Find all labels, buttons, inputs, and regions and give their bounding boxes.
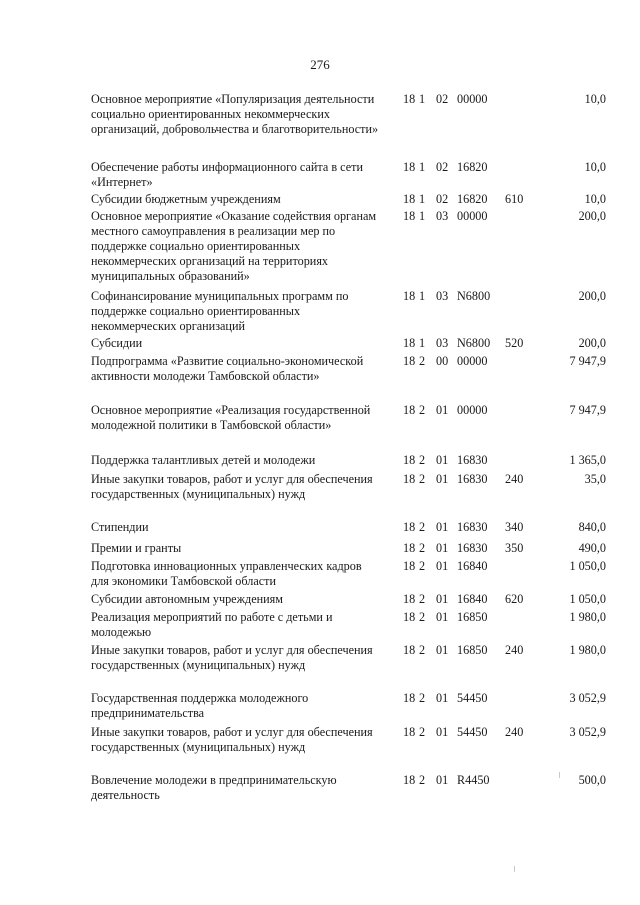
row-description: Стипендии: [91, 520, 149, 534]
row-description: Основное мероприятие «Оказание содействия органам местного самоуправления в реализации мер по поддержке социально ориентированных некоммерческих организаций на территориях муниципальных образований»: [91, 209, 377, 283]
code-program: 2: [419, 691, 426, 705]
scan-speck: [559, 772, 560, 778]
table-row: [0, 472, 640, 520]
table-row: [0, 559, 640, 592]
table-row: [0, 610, 640, 643]
code-activity: 01: [436, 520, 449, 534]
table-row: [0, 725, 640, 773]
code-direction: 16830: [457, 541, 488, 555]
code-expense-type: 620: [505, 592, 524, 606]
table-row: [0, 453, 640, 472]
row-description: Подготовка инновационных управленческих кадров для экономики Тамбовской области: [91, 559, 362, 588]
code-ministry: 18: [403, 209, 416, 223]
code-program: 2: [419, 773, 426, 787]
code-program: 1: [419, 160, 426, 174]
code-activity: 01: [436, 610, 449, 624]
row-description: Поддержка талантливых детей и молодежи: [91, 453, 316, 467]
row-amount: 3 052,9: [569, 725, 606, 739]
code-ministry: 18: [403, 403, 416, 417]
row-amount: 1 365,0: [569, 453, 606, 467]
code-expense-type: 240: [505, 472, 524, 486]
table-row: [0, 520, 640, 541]
code-activity: 01: [436, 592, 449, 606]
code-direction: 16830: [457, 472, 488, 486]
code-ministry: 18: [403, 592, 416, 606]
row-description: Субсидии: [91, 336, 143, 350]
code-direction: 54450: [457, 725, 488, 739]
code-activity: 01: [436, 541, 449, 555]
row-amount: 7 947,9: [569, 403, 606, 417]
code-direction: 16840: [457, 592, 488, 606]
code-activity: 01: [436, 453, 449, 467]
row-amount: 1 980,0: [569, 643, 606, 657]
row-description: Софинансирование муниципальных программ по поддержке социально ориентированных некоммерческих организаций: [91, 289, 349, 333]
row-amount: 3 052,9: [569, 691, 606, 705]
table-row: [0, 209, 640, 289]
row-description: Иные закупки товаров, работ и услуг для обеспечения государственных (муниципальных) нужд: [91, 643, 373, 672]
row-amount: 10,0: [584, 92, 606, 106]
code-ministry: 18: [403, 472, 416, 486]
code-activity: 01: [436, 691, 449, 705]
code-expense-type: 340: [505, 520, 524, 534]
row-description: Премии и гранты: [91, 541, 182, 555]
code-direction: 00000: [457, 354, 488, 368]
row-description: Подпрограмма «Развитие социально-экономической активности молодежи Тамбовской области»: [91, 354, 364, 383]
code-program: 2: [419, 354, 426, 368]
code-ministry: 18: [403, 160, 416, 174]
row-description: Основное мероприятие «Реализация государственной молодежной политики в Тамбовской области»: [91, 403, 371, 432]
row-description: Иные закупки товаров, работ и услуг для обеспечения государственных (муниципальных) нужд: [91, 472, 373, 501]
code-activity: 02: [436, 92, 449, 106]
code-ministry: 18: [403, 520, 416, 534]
row-amount: 1 050,0: [569, 592, 606, 606]
budget-table: [0, 92, 640, 807]
row-amount: 200,0: [578, 336, 606, 350]
code-ministry: 18: [403, 773, 416, 787]
code-direction: 16830: [457, 453, 488, 467]
code-program: 2: [419, 520, 426, 534]
code-activity: 03: [436, 209, 449, 223]
page-number: 276: [310, 57, 330, 72]
row-amount: 10,0: [584, 160, 606, 174]
code-direction: 00000: [457, 403, 488, 417]
table-row: [0, 336, 640, 354]
code-direction: 16840: [457, 559, 488, 573]
code-ministry: 18: [403, 289, 416, 303]
table-row: [0, 289, 640, 336]
code-activity: 02: [436, 160, 449, 174]
code-program: 2: [419, 559, 426, 573]
row-description: Основное мероприятие «Популяризация деятельности социально ориентированных некоммерческих организаций, добровольчества и благотворительности»: [91, 92, 379, 136]
code-program: 1: [419, 209, 426, 223]
code-program: 1: [419, 192, 426, 206]
table-row: [0, 160, 640, 192]
row-amount: 840,0: [578, 520, 606, 534]
table-row: [0, 643, 640, 691]
row-amount: 35,0: [584, 472, 606, 486]
code-program: 2: [419, 403, 426, 417]
table-row: [0, 192, 640, 209]
code-program: 2: [419, 643, 426, 657]
row-amount: 1 980,0: [569, 610, 606, 624]
code-activity: 00: [436, 354, 449, 368]
code-ministry: 18: [403, 541, 416, 555]
row-amount: 7 947,9: [569, 354, 606, 368]
row-amount: 10,0: [584, 192, 606, 206]
code-expense-type: 240: [505, 725, 524, 739]
row-amount: 1 050,0: [569, 559, 606, 573]
code-ministry: 18: [403, 453, 416, 467]
table-row: [0, 403, 640, 453]
code-direction: 00000: [457, 209, 488, 223]
code-ministry: 18: [403, 336, 416, 350]
code-direction: 54450: [457, 691, 488, 705]
scan-speck: [514, 866, 515, 872]
row-description: Реализация мероприятий по работе с детьми и молодежью: [91, 610, 333, 639]
code-ministry: 18: [403, 192, 416, 206]
code-expense-type: 350: [505, 541, 524, 555]
code-direction: N6800: [457, 289, 491, 303]
row-amount: 200,0: [578, 209, 606, 223]
code-expense-type: 610: [505, 192, 524, 206]
row-description: Вовлечение молодежи в предпринимательскую деятельность: [91, 773, 337, 802]
code-ministry: 18: [403, 725, 416, 739]
row-description: Иные закупки товаров, работ и услуг для обеспечения государственных (муниципальных) нужд: [91, 725, 373, 754]
code-ministry: 18: [403, 92, 416, 106]
table-row: [0, 691, 640, 725]
code-ministry: 18: [403, 643, 416, 657]
code-expense-type: 520: [505, 336, 524, 350]
code-direction: 16850: [457, 643, 488, 657]
code-direction: 16850: [457, 610, 488, 624]
table-row: [0, 773, 640, 807]
code-expense-type: 240: [505, 643, 524, 657]
code-activity: 01: [436, 472, 449, 486]
code-activity: 01: [436, 559, 449, 573]
code-program: 2: [419, 725, 426, 739]
table-row: [0, 541, 640, 559]
row-description: Субсидии автономным учреждениям: [91, 592, 283, 606]
row-amount: 500,0: [578, 773, 606, 787]
code-program: 2: [419, 453, 426, 467]
code-direction: R4450: [457, 773, 490, 787]
code-direction: 16820: [457, 192, 488, 206]
row-description: Обеспечение работы информационного сайта в сети «Интернет»: [91, 160, 363, 189]
code-activity: 03: [436, 336, 449, 350]
code-ministry: 18: [403, 559, 416, 573]
row-amount: 490,0: [578, 541, 606, 555]
table-row: [0, 354, 640, 403]
code-ministry: 18: [403, 610, 416, 624]
code-program: 2: [419, 610, 426, 624]
code-program: 1: [419, 92, 426, 106]
table-row: [0, 592, 640, 610]
code-activity: 02: [436, 192, 449, 206]
code-program: 2: [419, 472, 426, 486]
code-direction: N6800: [457, 336, 491, 350]
code-direction: 00000: [457, 92, 488, 106]
code-program: 1: [419, 336, 426, 350]
code-program: 2: [419, 541, 426, 555]
code-program: 1: [419, 289, 426, 303]
code-activity: 01: [436, 773, 449, 787]
code-direction: 16820: [457, 160, 488, 174]
code-ministry: 18: [403, 354, 416, 368]
code-activity: 03: [436, 289, 449, 303]
code-direction: 16830: [457, 520, 488, 534]
row-description: Государственная поддержка молодежного предпринимательства: [91, 691, 309, 720]
code-activity: 01: [436, 643, 449, 657]
code-activity: 01: [436, 725, 449, 739]
row-amount: 200,0: [578, 289, 606, 303]
row-description: Субсидии бюджетным учреждениям: [91, 192, 281, 206]
code-program: 2: [419, 592, 426, 606]
table-row: [0, 92, 640, 160]
code-ministry: 18: [403, 691, 416, 705]
code-activity: 01: [436, 403, 449, 417]
